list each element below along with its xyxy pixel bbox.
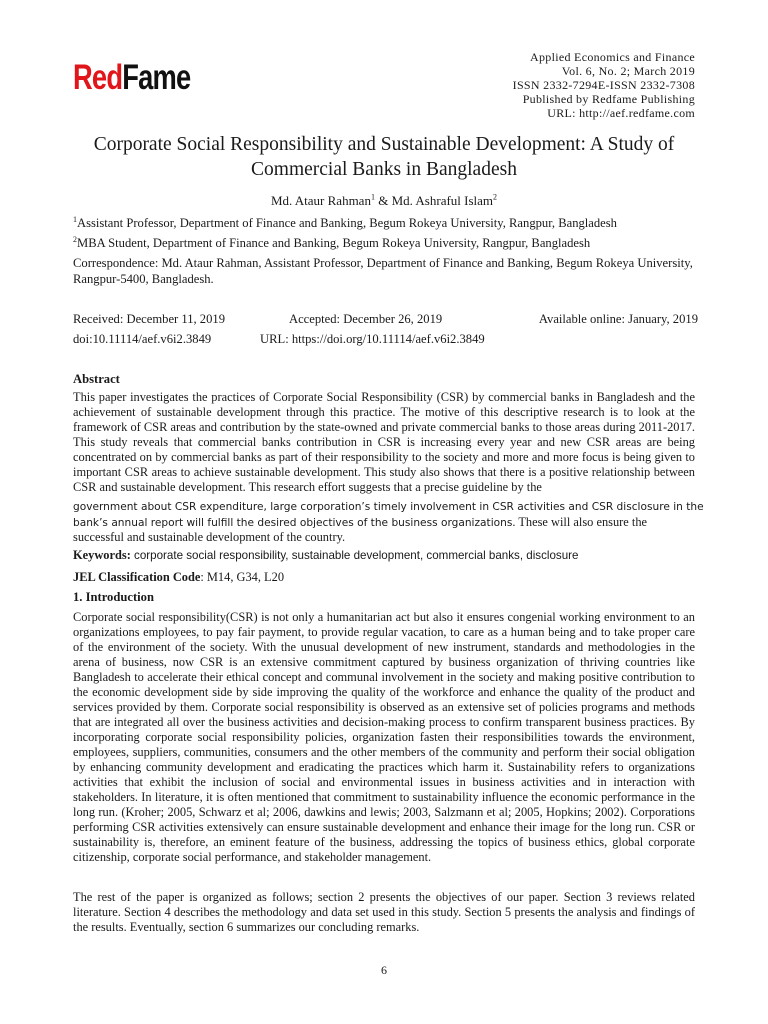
correspondence: Correspondence: Md. Ataur Rahman, Assistant Professor, Department of Finance and Banking, Begum Rokeya University, Rangpur-5400, Bangladesh.	[73, 256, 693, 286]
authors: Md. Ataur Rahman$^1$ & Md. Ashraful Islam$^2$	[270, 192, 498, 208]
jel-codes: JEL Classification Code: M14, G34, L20	[73, 570, 285, 584]
journal-issn: ISSN 2332-7294E-ISSN 2332-7308	[512, 78, 695, 92]
received-date: Received: December 11, 2019	[73, 312, 225, 326]
abstract-text: This paper investigates the practices of Corporate Social Responsibility (CSR) by commercial banks in Bangladesh and the achievement of sustainable development through this practice. The motive of this descriptive research is to look at the framework of CSR areas and contribution by the state-owned and private commercial banks to those areas during 2011-2017. This study reveals that commercial banks contribution in CSR is increasing every year and new CSR areas are being concentrated on by commercial banks as part of their responsibility to the society and more and more focus is being given to important CSR areas to achieve sustainable development. This study also shows that there is a positive relationship between CSR and sustainable development. This research effort suggests that a precise guideline by the	[73, 390, 695, 494]
affiliation-2: $^2$MBA Student, Department of Finance and Banking, Begum Rokeya University, Rangpur, Bangladesh	[73, 234, 591, 250]
abstract-handwritten-line-1: government about CSR expenditure, large corporation’s timely involvement in CSR activities and CSR disclosure in the	[73, 501, 704, 513]
paper-title: Corporate Social Responsibility and Sustainable Development: A Study of Commercial Banks in Bangladesh	[93, 134, 675, 180]
journal-info	[513, 50, 695, 120]
introduction-paragraph-1: Corporate social responsibility(CSR) is not only a humanitarian act but also it ensures congenial working environment to an organizations employees, to pay fair payment, to provide regular vacation, to care as a human being and to take proper care of the environment of the society. With the unusual development of new instrument, standards and methodologies in the arena of business, now CSR is an extensive commitment captured by business organization of thriving countries like Bangladesh to accelerate their ethical concept and communal involvement in the society and making positive contribution to the economic development side by side improving the quality of the workforce and enhance the quality of the product and services provided by them. Corporate social responsibility is observed as an extensive set of policies programs and methods that are integrated all over the business activities and decision-making process to confirm transparent business practices. By incorporating corporate social responsibility policies, organization fasten their responsibilities towards the environment, employees, suppliers, communities, consumers and the other members of the community and perform their social obligation by enhancing community development and eradicating the practices which harm it. Sustainability refers to organizations activities that exhibit the inclusion of social and environmental issues in business activities and in interaction with stakeholders. In literature, it is often mentioned that commitment to sustainability influence the economic performance in the long run. (Kroher; 2005, Schwarz et al; 2006, dawkins and lewis; 2003, Salzmann et al; 2005, Hopkins; 2002). Corporations performing CSR activities extensively can ensure sustainable development and enhance their image for the long run. CSR or sustainability is, therefore, an eminent feature of the business, addressing the topics of business ethics, global corporate citizenship, corporate social performance, and stakeholder management.	[73, 610, 695, 864]
doi: doi:10.11114/aef.v6i2.3849	[73, 332, 212, 346]
author-1: Md. Ataur Rahman	[270, 193, 371, 208]
journal-volume: Vol. 6, No. 2; March 2019	[561, 64, 695, 78]
doi-url: URL: https://doi.org/10.11114/aef.v6i2.3849	[260, 332, 485, 346]
keywords: Keywords: corporate social responsibility, sustainable development, commercial banks, disclosure	[73, 548, 579, 562]
abstract-heading: Abstract	[73, 372, 120, 386]
abstract-handwritten-line-2: bank’s annual report will fulfill the desired objectives of the business organizations. These will also ensure the	[73, 515, 648, 529]
introduction-paragraph-2: The rest of the paper is organized as follows; section 2 presents the objectives of our paper. Section 3 reviews related literature. Section 4 describes the methodology and data set used in this study. Section 5 presents the analysis and findings of the results. Eventually, section 6 summarizes our concluding remarks.	[73, 890, 695, 934]
online-date: Available online: January, 2019	[538, 312, 698, 326]
journal-name: Applied Economics and Finance	[530, 50, 695, 64]
journal-url: URL: http://aef.redfame.com	[547, 106, 695, 120]
abstract-ending: successful and sustainable development of the country.	[73, 530, 346, 544]
journal-publisher: Published by Redfame Publishing	[522, 92, 695, 106]
introduction-heading: 1. Introduction	[73, 590, 154, 604]
accepted-date: Accepted: December 26, 2019	[289, 312, 443, 326]
redfame-logo: RedFame	[73, 58, 191, 97]
page-number: 6	[381, 963, 387, 977]
author-2: Md. Ashraful Islam	[391, 193, 494, 208]
affiliation-1: $^1$Assistant Professor, Department of Finance and Banking, Begum Rokeya University, Rangpur, Bangladesh	[73, 214, 617, 230]
